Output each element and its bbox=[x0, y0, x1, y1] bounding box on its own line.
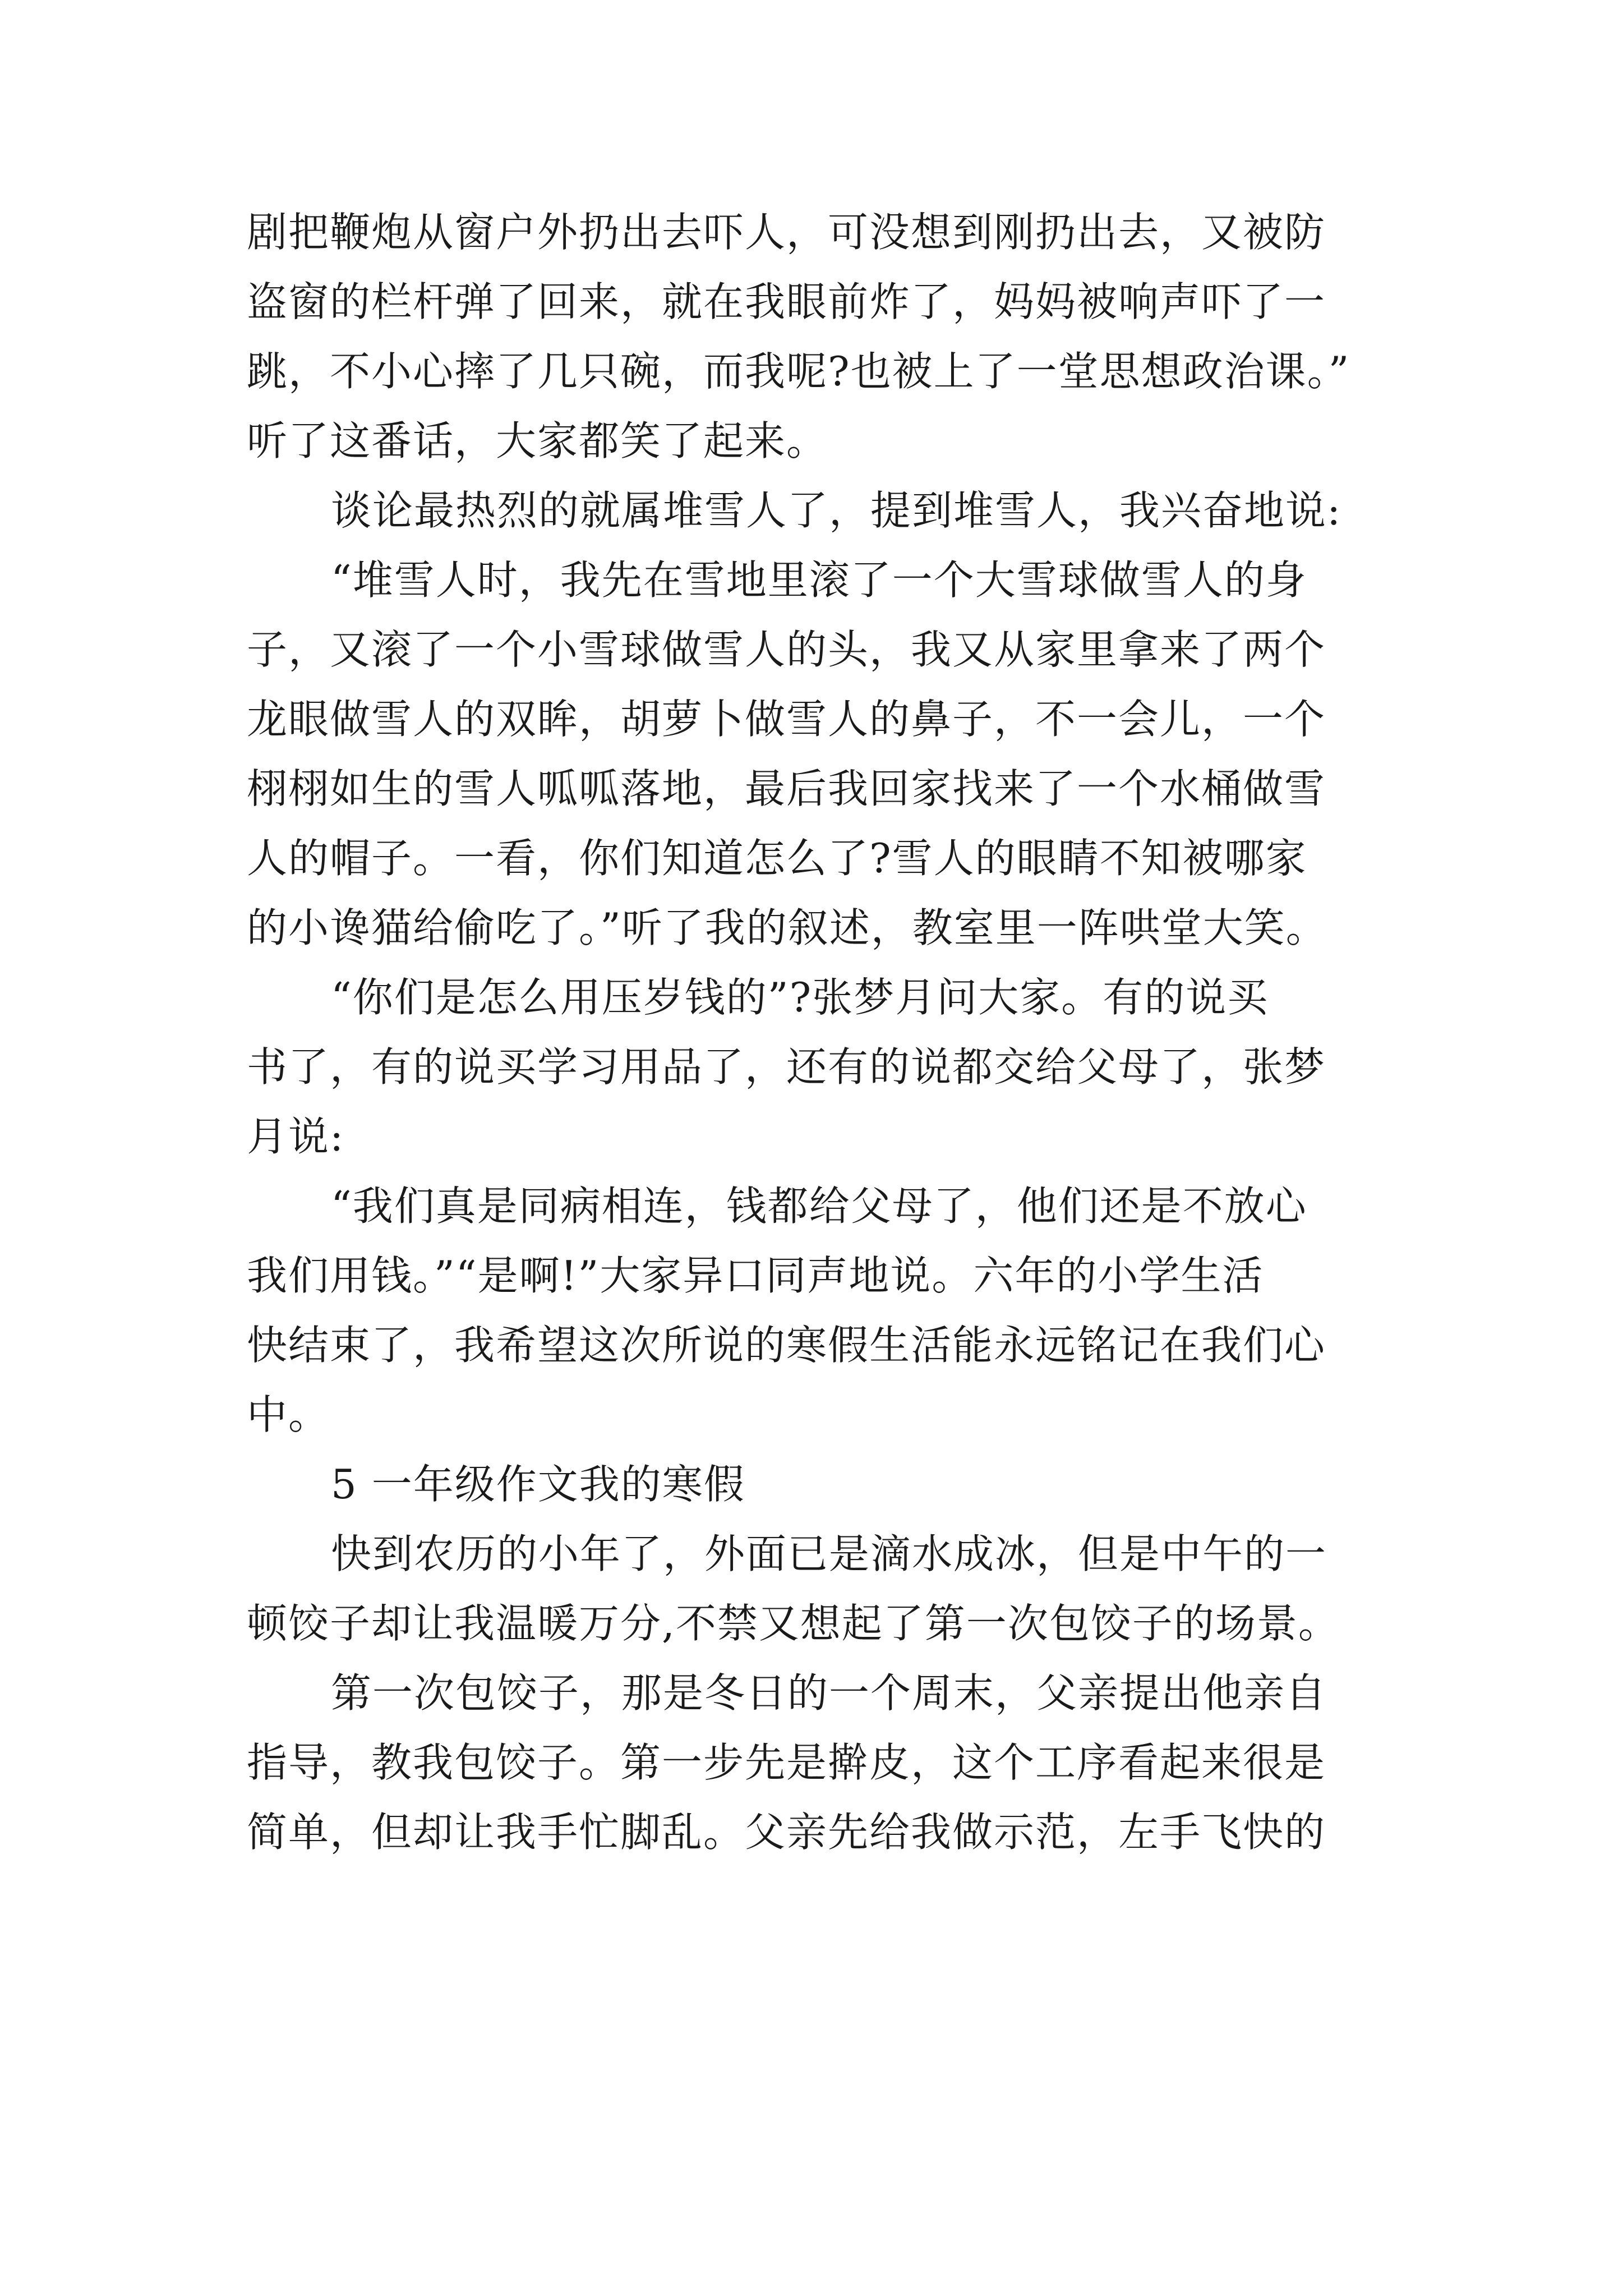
text-line: 子，又滚了一个小雪球做雪人的头，我又从家里拿来了两个 bbox=[247, 626, 1326, 673]
text-line: 顿饺子却让我温暖万分,不禁又想起了第一次包饺子的场景。 bbox=[247, 1600, 1340, 1647]
text-line: 的小谗猫给偷吃了。”听了我的叙述，教室里一阵哄堂大笑。 bbox=[247, 904, 1327, 951]
text-line: 指导，教我包饺子。第一步先是擀皮，这个工序看起来很是 bbox=[247, 1739, 1326, 1786]
text-line: 快结束了，我希望这次所说的寒假生活能永远铭记在我们心 bbox=[247, 1322, 1326, 1369]
text-line: 简单，但却让我手忙脚乱。父亲先给我做示范，左手飞快的 bbox=[247, 1809, 1326, 1856]
text-line: “我们真是同病相连，钱都给父母了，他们还是不放心 bbox=[331, 1182, 1307, 1230]
text-line: 快到农历的小年了，外面已是滴水成冰，但是中午的一 bbox=[331, 1530, 1327, 1577]
text-line: “堆雪人时，我先在雪地里滚了一个大雪球做雪人的身 bbox=[331, 556, 1307, 604]
text-line: 第一次包饺子，那是冬日的一个周末，父亲提出他亲自 bbox=[331, 1669, 1327, 1717]
text-line: 剧把鞭炮从窗户外扔出去吓人，可没想到刚扔出去，又被防 bbox=[247, 209, 1326, 256]
text-line: 书了，有的说买学习用品了，还有的说都交给父母了，张梦 bbox=[247, 1043, 1326, 1091]
text-line: 谈论最热烈的就属堆雪人了，提到堆雪人，我兴奋地说: bbox=[331, 487, 1342, 534]
text-line: 盗窗的栏杆弹了回来，就在我眼前炸了，妈妈被响声吓了一 bbox=[247, 278, 1326, 325]
text-line: 听了这番话，大家都笑了起来。 bbox=[247, 417, 828, 464]
text-line: 我们用钱。”“是啊!”大家异口同声地说。六年的小学生活 bbox=[247, 1252, 1264, 1299]
text-line: 栩栩如生的雪人呱呱落地，最后我回家找来了一个水桶做雪 bbox=[247, 765, 1326, 812]
text-line: 中。 bbox=[247, 1391, 330, 1438]
text-line: 人的帽子。一看，你们知道怎么了?雪人的眼睛不知被哪家 bbox=[247, 835, 1307, 882]
text-line: “你们是怎么用压岁钱的”?张梦月问大家。有的说买 bbox=[331, 974, 1269, 1021]
text-line: 月说: bbox=[247, 1113, 345, 1160]
body-text bbox=[247, 197, 1391, 1867]
section-heading: 5 一年级作文我的寒假 bbox=[331, 1461, 745, 1508]
text-line: 龙眼做雪人的双眸，胡萝卜做雪人的鼻子，不一会儿，一个 bbox=[247, 696, 1326, 743]
text-line: 跳，不小心摔了几只碗，而我呢?也被上了一堂思想政治课。” bbox=[247, 348, 1350, 395]
